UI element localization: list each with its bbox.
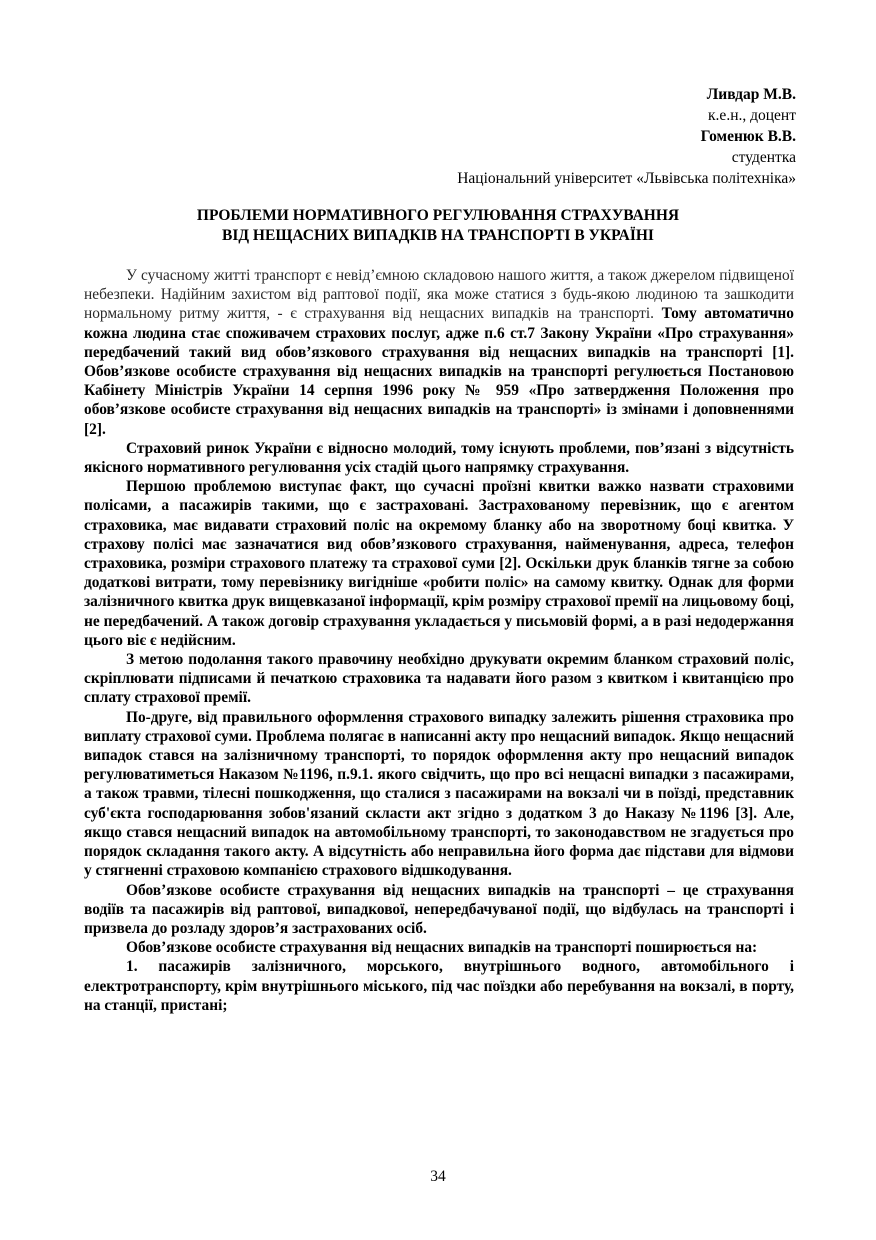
article-body	[84, 266, 794, 1015]
author-name: Гоменюк В.В.	[700, 128, 796, 145]
paragraph: По-друге, від правильного оформлення страхового випадку залежить рішення страховика про виплату страхової суми. Проблема полягає в написанні акту про нещасний випадок. Якщо нещасний випадок стався на залізничному транспорті, то порядок оформлення акту про нещасний випадок регулюватиметься Наказом №1196, п.9.1. якого свідчить, що про всі нещасні випадки з пасажирами, а також травми, тілесні пошкодження, що сталися з пасажирами на вокзалі чи в поїзді, представник суб'єкта господарювання зобов'язаний скласти акт згідно з додатком 3 до Наказу №1196 [3]. Але, якщо стався нещасний випадок на автомобільному транспорті, то законодавством не згадується про порядок складання такого акту. А відсутність або неправильна його форма дає підстави для відмови у стягненні страховою компанією страхового відшкодування.	[84, 708, 794, 880]
author-name: Ливдар М.В.	[706, 86, 796, 103]
paragraph: Першою проблемою виступає факт, що сучасні проїзні квитки важко назвати страховими полісами, а пасажирів такими, що є застраховані. Застрахованому перевізник, що є агентом страховика, має видавати страховий поліс на окремому бланку або на зворотному боці квитка. У страхову полісі має зазначатися вид обов’язкового страхування, найменування, адреса, телефон страховика, розміри страхового платежу та страхової суми [2]. Оскільки друк бланків тягне за собою додаткові витрати, тому перевізнику вигідніше «робити поліс» на самому квитку. Однак для форми залізничного квитка друк вищевказаної інформації, крім розміру страхової премії на лицьовому боці, не передбачений. А також договір страхування укладається у письмовій формі, а в разі недодержання цього віє є недійсним.	[84, 478, 794, 649]
paragraph-rest: Тому автоматично кожна людина стає споживачем страхових послуг, адже п.6 ст.7 Закону України «Про страхування» передбачений такий вид обов’язкового страхування від нещасних випадків на транспорті [1]. Обов’язкове особисте страхування від нещасних випадків на транспорті регулюється Постановою Кабінету Міністрів України 14 серпня 1996 року № 959 «Про затвердження Положення про обов’язкове особисте страхування від нещасних випадків на транспорті» із змінами і доповненнями [2].	[84, 305, 794, 438]
paragraph: Страховий ринок України є відносно молодий, тому існують проблеми, пов’язані з відсутність якісного нормативного регулювання усіх стадій цього напрямку страхування.	[84, 439, 794, 477]
paragraph: З метою подолання такого правочину необхідно друкувати окремим бланком страховий поліс, скріплювати підписами й печаткою страховика та надавати його разом з квитком і квитанцією про сплату страхової премії.	[84, 651, 794, 707]
author-role: к.е.н., доцент	[708, 107, 796, 124]
title-line: ПРОБЛЕМИ НОРМАТИВНОГО РЕГУЛЮВАННЯ СТРАХУВАННЯ	[196, 207, 680, 224]
paragraph: Обов’язкове особисте страхування від нещасних випадків на транспорті – це страхування водіїв та пасажирів від раптової, випадкової, непередбачуваної події, що відбулась на транспорті і призвела до розладу здоров’я застрахованих осіб.	[84, 881, 794, 937]
paragraph-lead: У сучасному житті транспорт є невід’ємною складовою нашого життя, а також джерелом підвищеної небезпеки. Надійним захистом від раптової події, яка може статися з будь-якою людиною та зашкодити нормальному ритму життя, - є страхування від нещасних випадків на транспорті.	[84, 267, 794, 323]
article-title	[84, 206, 792, 246]
author-block	[457, 84, 796, 189]
paragraph	[84, 266, 794, 439]
title-line: ВІД НЕЩАСНИХ ВИПАДКІВ НА ТРАНСПОРТІ В УКРАЇНІ	[222, 227, 654, 244]
paragraph: 1. пасажирів залізничного, морського, внутрішнього водного, автомобільного і електротранспорту, крім внутрішнього міського, під час поїздки або перебування на вокзалі, в порту, на станції, пристані;	[84, 958, 794, 1014]
author-role: студентка	[731, 149, 796, 166]
page-number: 34	[430, 1168, 446, 1185]
paragraph: Обов’язкове особисте страхування від нещасних випадків на транспорті поширюється на:	[126, 939, 758, 957]
affiliation: Національний університет «Львівська політехніка»	[457, 170, 796, 187]
